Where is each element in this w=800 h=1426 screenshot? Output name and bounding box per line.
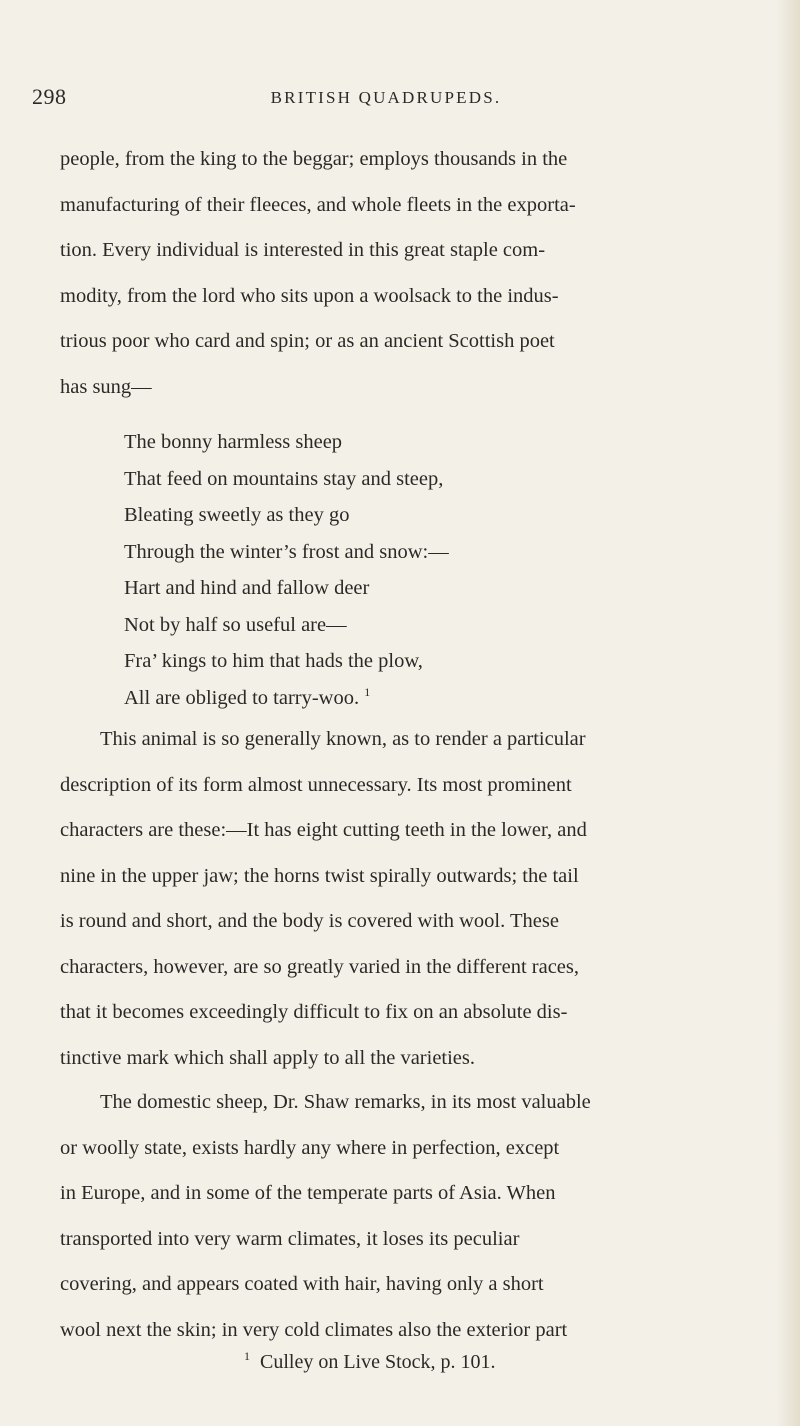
text-line: tion. Every individual is interested in this great staple com- xyxy=(60,239,546,261)
text-line: tinctive mark which shall apply to all the varieties. xyxy=(60,1046,476,1069)
text-line: people, from the king to the beggar; employs thousands in the xyxy=(60,148,568,170)
text-line: characters are these:—It has eight cutting teeth in the lower, and xyxy=(60,819,587,841)
text-line: modity, from the lord who sits upon a woolsack to the indus- xyxy=(60,284,559,307)
text-line: that it becomes exceedingly difficult to fix on an absolute dis- xyxy=(60,1001,568,1023)
text-line: description of its form almost unnecessary. Its most prominent xyxy=(60,773,572,796)
paragraph-3 xyxy=(60,1080,738,1353)
running-head: BRITISH QUADRUPEDS. xyxy=(270,88,502,107)
text-line: trious poor who card and spin; or as an ancient Scottish poet xyxy=(60,330,555,352)
poem-quotation xyxy=(124,424,449,716)
poem-line-last xyxy=(124,680,449,717)
poem-line: Fra’ kings to him that hads the plow, xyxy=(124,650,423,672)
poem-line: That feed on mountains stay and steep, xyxy=(124,467,444,490)
footnote-reference: 1 xyxy=(364,684,371,699)
poem-line-text: All are obliged to tarry-woo. xyxy=(124,686,360,709)
poem-line: Through the winter’s frost and snow:— xyxy=(124,540,449,563)
footnote xyxy=(244,1351,496,1374)
text-line: has sung— xyxy=(60,375,152,398)
text-line: nine in the upper jaw; the horns twist spirally outwards; the tail xyxy=(60,864,579,887)
poem-line: The bonny harmless sheep xyxy=(124,431,343,453)
text-line: This animal is so generally known, as to render a particular xyxy=(100,728,586,750)
paragraph-1 xyxy=(60,137,738,410)
text-line: transported into very warm climates, it loses its peculiar xyxy=(60,1227,520,1250)
text-line: or woolly state, exists hardly any where in perfection, except xyxy=(60,1136,560,1159)
poem-line: Hart and hind and fallow deer xyxy=(124,577,370,599)
text-line: is round and short, and the body is covered with wool. These xyxy=(60,910,559,932)
poem-line: Bleating sweetly as they go xyxy=(124,504,350,526)
poem-line: Not by half so useful are— xyxy=(124,613,347,636)
footnote-text: Culley on Live Stock, p. 101. xyxy=(260,1351,496,1373)
page-number: 298 xyxy=(32,84,67,109)
page-edge-shading xyxy=(776,0,800,1426)
text-line: wool next the skin; in very cold climates also the exterior part xyxy=(60,1318,568,1341)
paragraph-2 xyxy=(60,717,738,1081)
text-line: characters, however, are so greatly varied in the different races, xyxy=(60,955,580,978)
text-line: The domestic sheep, Dr. Shaw remarks, in its most valuable xyxy=(100,1091,591,1113)
text-line: covering, and appears coated with hair, having only a short xyxy=(60,1273,544,1295)
footnote-marker: 1 xyxy=(244,1349,250,1363)
text-line: in Europe, and in some of the temperate parts of Asia. When xyxy=(60,1182,556,1204)
text-line: manufacturing of their fleeces, and whole fleets in the exporta- xyxy=(60,193,576,216)
